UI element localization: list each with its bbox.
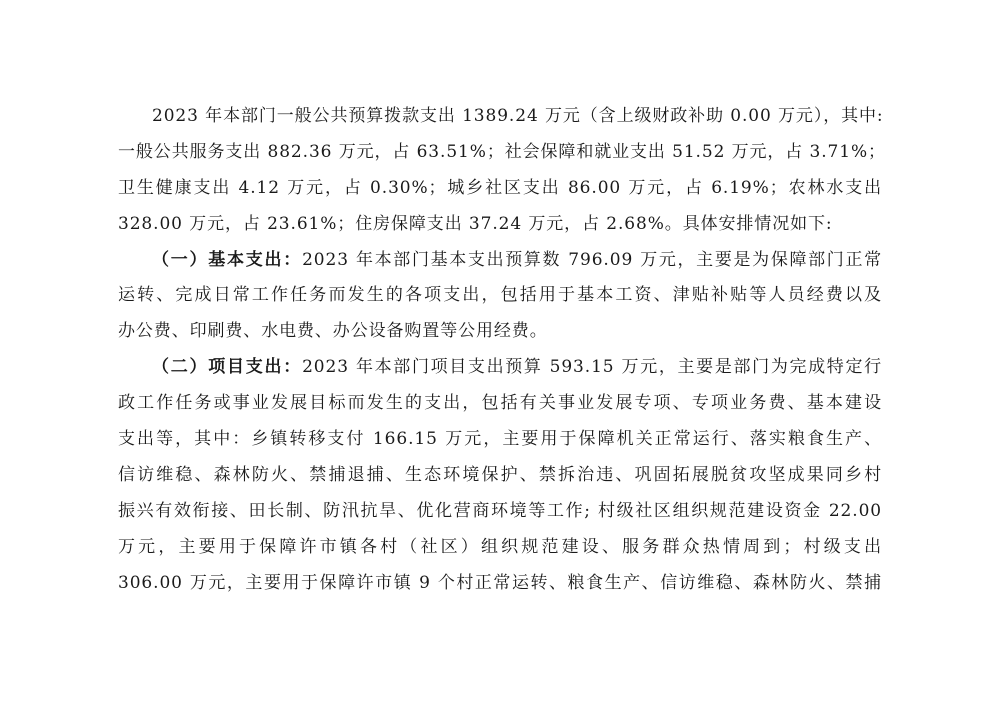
paragraph-line: 万元，主要用于保障许市镇各村（社区）组织规范建设、服务群众热情周到；村级支出 xyxy=(118,536,882,557)
paragraph-line: 306.00 万元，主要用于保障许市镇 9 个村正常运转、粮食生产、信访维稳、森林防火、禁捕 xyxy=(118,572,882,593)
paragraph-line: 支出等，其中：乡镇转移支付 166.15 万元，主要用于保障机关正常运行、落实粮食生产、 xyxy=(118,429,882,450)
paragraph-line: 振兴有效衔接、田长制、防汛抗旱、优化营商环境等工作; 村级社区组织规范建设资金 22.00 xyxy=(118,500,882,521)
paragraph-line: 政工作任务或事业发展目标而发生的支出，包括有关事业发展专项、专项业务费、基本建设 xyxy=(118,393,882,414)
basic-expenditure-line xyxy=(118,243,882,279)
paragraph-line: 328.00 万元，占 23.61%；住房保障支出 37.24 万元，占 2.68%。具体安排情况如下: xyxy=(118,213,833,234)
project-expenditure-line xyxy=(118,350,882,386)
paragraph-text: 2023 年本部门基本支出预算数 796.09 万元，主要是为保障部门正常 xyxy=(302,249,882,270)
paragraph-line: 运转、完成日常工作任务而发生的各项支出，包括用于基本工资、津贴补贴等人员经费以及 xyxy=(118,285,882,306)
paragraph-line: 信访维稳、森林防火、禁捕退捕、生态环境保护、禁拆治违、巩固拓展脱贫攻坚成果同乡村 xyxy=(118,464,882,485)
basic-expenditure-heading: （一）基本支出： xyxy=(152,249,303,270)
project-expenditure-heading: （二）项目支出： xyxy=(152,357,303,378)
paragraph-text: 2023 年本部门项目支出预算 593.15 万元，主要是部门为完成特定行 xyxy=(302,357,882,378)
paragraph-line: 2023 年本部门一般公共预算拨款支出 1389.24 万元（含上级财政补助 0.00 万元），其中: xyxy=(152,106,884,126)
paragraph-line: 一般公共服务支出 882.36 万元，占 63.51%；社会保障和就业支出 51.52 万元，占 3.71%； xyxy=(118,141,886,162)
paragraph-line: 办公费、印刷费、水电费、办公设备购置等公用经费。 xyxy=(118,321,548,342)
paragraph-line: 卫生健康支出 4.12 万元，占 0.30%；城乡社区支出 86.00 万元，占 6.19%；农林水支出 xyxy=(118,177,882,198)
document-body xyxy=(118,99,886,601)
